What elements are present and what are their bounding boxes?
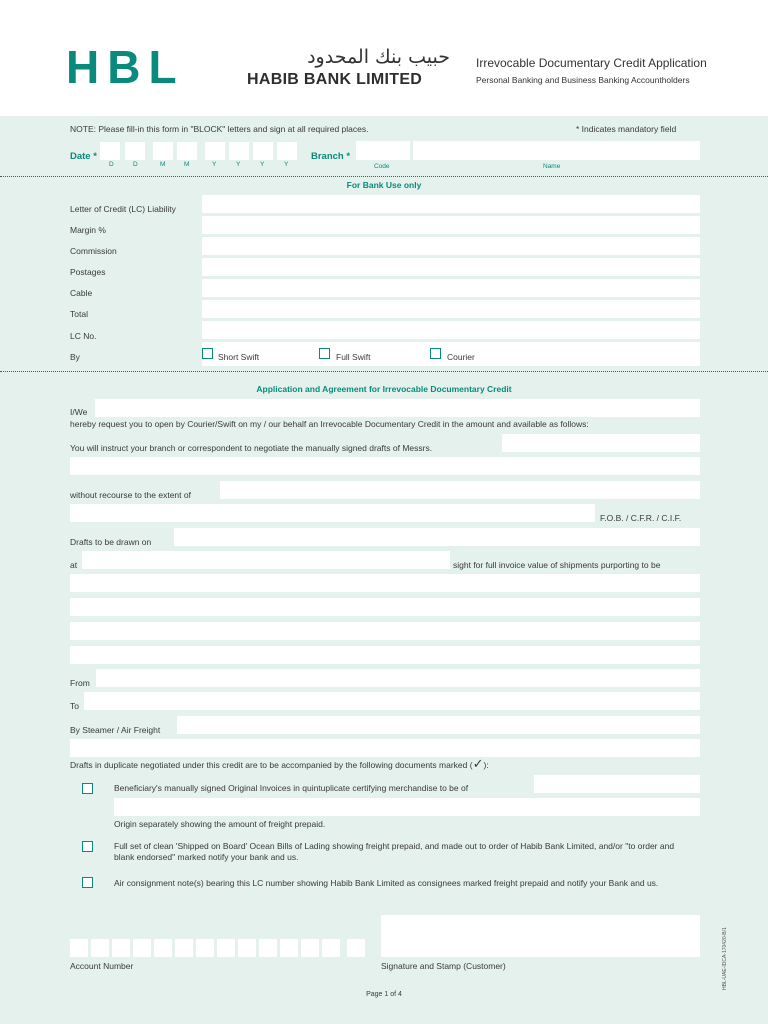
branch-code-input[interactable] <box>356 141 410 160</box>
hbl-logo: HBL <box>66 41 185 93</box>
date-box-m1[interactable] <box>153 142 173 160</box>
drafts-drawn-input[interactable] <box>174 528 700 546</box>
goods-input-line3[interactable] <box>70 622 700 640</box>
account-digit-box[interactable] <box>154 939 172 957</box>
short-swift-label: Short Swift <box>218 352 260 362</box>
date-hint: D <box>109 161 114 168</box>
postages-input[interactable] <box>202 258 700 276</box>
doc1-merchandise-input[interactable] <box>534 775 700 793</box>
date-hint: Y <box>284 161 289 168</box>
page-number: Page 1 of 4 <box>366 991 402 998</box>
account-digit-box[interactable] <box>259 939 277 957</box>
bank-name: HABIB BANK LIMITED <box>247 71 423 88</box>
total-input[interactable] <box>202 300 700 318</box>
date-box-d2[interactable] <box>125 142 145 160</box>
full-swift-checkbox[interactable] <box>319 348 330 359</box>
at-label: at <box>70 560 78 570</box>
doc1-text: Beneficiary's manually signed Original Invoices in quintuplicate certifying merchandise to be of <box>114 783 469 793</box>
tick-icon: ✓ <box>472 756 484 771</box>
account-digit-box[interactable] <box>175 939 193 957</box>
doc3-checkbox[interactable] <box>82 877 93 888</box>
margin-label: Margin % <box>70 225 106 235</box>
date-box-m2[interactable] <box>177 142 197 160</box>
short-swift-checkbox[interactable] <box>202 348 213 359</box>
date-box-y2[interactable] <box>229 142 249 160</box>
bank-use-heading: For Bank Use only <box>346 180 422 190</box>
recourse-text: without recourse to the extent of <box>70 490 191 500</box>
account-digit-box[interactable] <box>70 939 88 957</box>
margin-input[interactable] <box>202 216 700 234</box>
mandatory-note: * Indicates mandatory field <box>576 124 677 134</box>
doc2-text: Full set of clean 'Shipped on Board' Ocean Bills of Lading showing freight prepaid, and made out to order of Habib Bank Limited, and/or "to order and blank endorsed" marked notify your bank and us. <box>114 841 675 862</box>
account-digit-box[interactable] <box>322 939 340 957</box>
date-hint: Y <box>212 161 217 168</box>
application-heading: Application and Agreement for Irrevocable Documentary Credit <box>256 384 512 394</box>
account-digit-box[interactable] <box>217 939 235 957</box>
arabic-bank-name: حبيب بنك المحدود <box>307 46 450 68</box>
docs-intro: Drafts in duplicate negotiated under this credit are to be accompanied by the following documents marked ( <box>70 760 473 770</box>
steamer-label: By Steamer / Air Freight <box>70 725 161 735</box>
messrs-input-line2[interactable] <box>70 457 700 475</box>
sight-text: sight for full invoice value of shipments purporting to be <box>453 560 661 570</box>
doc1-origin-text: Origin separately showing the amount of freight prepaid. <box>114 819 326 829</box>
date-box-y1[interactable] <box>205 142 225 160</box>
steamer-input[interactable] <box>177 716 700 734</box>
total-label: Total <box>70 309 88 319</box>
divider <box>0 176 768 177</box>
at-input[interactable] <box>82 551 450 569</box>
doc1-origin-input[interactable] <box>114 798 700 816</box>
date-hint: M <box>160 161 166 168</box>
doc3-text: Air consignment note(s) bearing this LC number showing Habib Bank Limited as consignees marked freight prepaid and notify your Bank and us. <box>114 878 659 888</box>
branch-label: Branch * <box>311 151 351 162</box>
full-swift-label: Full Swift <box>336 352 371 362</box>
instruct-text: You will instruct your branch or correspondent to negotiate the manually signed drafts of Messrs. <box>70 443 433 453</box>
page-header <box>0 0 768 116</box>
account-digit-box[interactable] <box>91 939 109 957</box>
courier-checkbox[interactable] <box>430 348 441 359</box>
account-digit-box[interactable] <box>347 939 365 957</box>
commission-label: Commission <box>70 246 117 256</box>
branch-name-input[interactable] <box>413 141 700 160</box>
cable-label: Cable <box>70 288 93 298</box>
by-label: By <box>70 352 80 362</box>
request-text: hereby request you to open by Courier/Swift on my / our behalf an Irrevocable Documentary Credit in the amount and available as follows: <box>70 419 589 429</box>
account-digit-box[interactable] <box>238 939 256 957</box>
postages-label: Postages <box>70 267 106 277</box>
form-title: Irrevocable Documentary Credit Application <box>476 56 707 70</box>
fob-text: F.O.B. / C.F.R. / C.I.F. <box>600 513 682 523</box>
form-subtitle: Personal Banking and Business Banking Accountholders <box>476 75 690 85</box>
from-label: From <box>70 678 90 688</box>
goods-input-line2[interactable] <box>70 598 700 616</box>
docs-close: ): <box>483 760 489 770</box>
account-number-label: Account Number <box>70 961 134 971</box>
account-digit-box[interactable] <box>196 939 214 957</box>
doc2-checkbox[interactable] <box>82 841 93 852</box>
lc-no-input[interactable] <box>202 321 700 339</box>
account-digit-box[interactable] <box>280 939 298 957</box>
commission-input[interactable] <box>202 237 700 255</box>
applicant-input[interactable] <box>95 399 700 417</box>
account-digit-box[interactable] <box>301 939 319 957</box>
lc-liability-label: Letter of Credit (LC) Liability <box>70 204 176 214</box>
signature-box[interactable] <box>381 915 700 957</box>
steamer-input-line2[interactable] <box>70 739 700 757</box>
cable-input[interactable] <box>202 279 700 297</box>
date-hint: Y <box>260 161 265 168</box>
date-box-y3[interactable] <box>253 142 273 160</box>
date-box-d1[interactable] <box>100 142 120 160</box>
goods-input-line4[interactable] <box>70 646 700 664</box>
signature-label: Signature and Stamp (Customer) <box>381 961 506 971</box>
lc-liability-input[interactable] <box>202 195 700 213</box>
date-label: Date * <box>70 151 97 162</box>
messrs-input[interactable] <box>502 434 700 452</box>
docs-intro-text <box>70 756 489 771</box>
lc-no-label: LC No. <box>70 331 97 341</box>
goods-input-line1[interactable] <box>70 574 700 592</box>
amount-input[interactable] <box>220 481 700 499</box>
branch-name-hint: Name <box>543 163 561 170</box>
from-input[interactable] <box>96 669 700 687</box>
amount-words-input[interactable] <box>70 504 595 522</box>
drafts-drawn-label: Drafts to be drawn on <box>70 537 152 547</box>
divider <box>0 371 768 372</box>
account-digit-box[interactable] <box>133 939 151 957</box>
date-hint: Y <box>236 161 241 168</box>
to-label: To <box>70 701 79 711</box>
date-hint: D <box>133 161 138 168</box>
form-code: HBL-UAE-IDCA-170420-B/1 <box>722 927 728 990</box>
date-box-y4[interactable] <box>277 142 297 160</box>
courier-label: Courier <box>447 352 475 362</box>
account-digit-box[interactable] <box>112 939 130 957</box>
date-hint: M <box>184 161 190 168</box>
note-text: NOTE: Please fill-in this form in "BLOCK" letters and sign at all required places. <box>70 124 369 134</box>
branch-code-hint: Code <box>374 163 390 170</box>
doc1-checkbox[interactable] <box>82 783 93 794</box>
iwe-label: I/We <box>70 407 88 417</box>
to-input[interactable] <box>84 692 700 710</box>
